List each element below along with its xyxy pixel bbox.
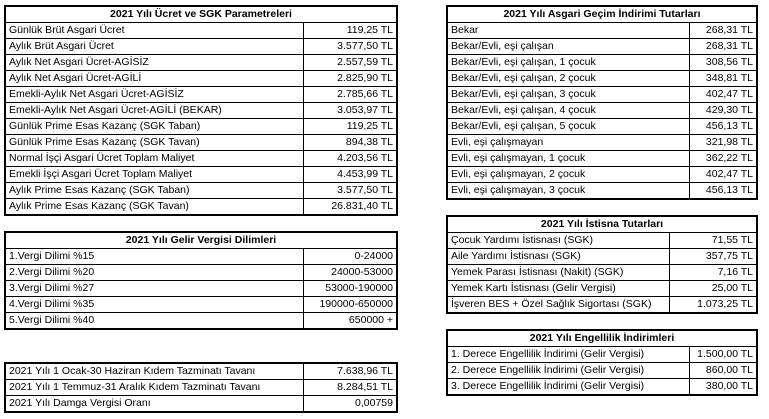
row-value: 190000-650000 (303, 297, 397, 313)
row-value: 71,55 TL (669, 233, 757, 249)
row-label: Yemek Kartı İstisnası (Gelir Vergisi) (447, 281, 669, 297)
row-label: Aile Yardımı İstisnası (SGK) (447, 249, 669, 265)
table-row (5, 249, 397, 265)
row-value: 894,38 TL (303, 135, 397, 151)
row-label: Bekar/Evli, eşi çalışan, 4 çocuk (447, 103, 689, 119)
row-label: 2.Vergi Dilimi %20 (5, 265, 303, 281)
row-label: Bekar/Evli, eşi çalışan, 2 çocuk (447, 71, 689, 87)
agi-table-title: 2021 Yılı Asgari Geçim İndirimi Tutarları (447, 6, 757, 23)
row-label: Günlük Prime Esas Kazanç (SGK Tavan) (5, 135, 303, 151)
row-value: 2.785,66 TL (303, 87, 397, 103)
table-row (447, 55, 757, 71)
table-row (5, 167, 397, 183)
table-row (5, 55, 397, 71)
table-row (5, 297, 397, 313)
table-row (5, 135, 397, 151)
row-label: Aylık Prime Esas Kazanç (SGK Tavan) (5, 199, 303, 216)
disability-deductions-table (446, 329, 758, 396)
table-row (5, 396, 397, 413)
minimum-living-allowance-table (446, 5, 758, 200)
table-row (5, 71, 397, 87)
table-row (5, 380, 397, 396)
row-value: 7,16 TL (669, 265, 757, 281)
table-row (5, 39, 397, 55)
row-value: 119,25 TL (303, 23, 397, 39)
row-value: 53000-190000 (303, 281, 397, 297)
row-value: 402,47 TL (689, 167, 757, 183)
row-label: Günlük Brüt Asgari Ücret (5, 23, 303, 39)
row-value: 0-24000 (303, 249, 397, 265)
table-row (5, 183, 397, 199)
table-row (447, 167, 757, 183)
row-value: 2.825,90 TL (303, 71, 397, 87)
table-row (447, 87, 757, 103)
table-row (447, 233, 757, 249)
row-label: 2021 Yılı Damga Vergisi Oranı (5, 396, 303, 413)
row-label: Emekli-Aylık Net Asgari Ücret-AGİLİ (BEKAR) (5, 103, 303, 119)
row-label: Evli, eşi çalışmayan, 1 çocuk (447, 151, 689, 167)
row-label: Emekli İşçi Asgari Ücret Toplam Maliyet (5, 167, 303, 183)
row-value: 456,13 TL (689, 183, 757, 200)
table-row (447, 379, 757, 396)
table-row (447, 103, 757, 119)
row-label: İşveren BES + Özel Sağlık Sigortası (SGK) (447, 297, 669, 314)
row-label: 5.Vergi Dilimi %40 (5, 313, 303, 330)
row-label: Normal İşçi Asgari Ücret Toplam Maliyet (5, 151, 303, 167)
table-row (5, 151, 397, 167)
sgk-table-title: 2021 Yılı Ücret ve SGK Parametreleri (5, 6, 397, 23)
exemption-table-title: 2021 Yılı İstisna Tutarları (447, 216, 757, 233)
table-row (447, 347, 757, 363)
row-value: 268,31 TL (689, 23, 757, 39)
table-row (447, 363, 757, 379)
row-value: 402,47 TL (689, 87, 757, 103)
row-label: Bekar (447, 23, 689, 39)
row-value: 268,31 TL (689, 39, 757, 55)
table-row (5, 199, 397, 216)
row-value: 3.577,50 TL (303, 183, 397, 199)
row-value: 357,75 TL (669, 249, 757, 265)
table-row (447, 249, 757, 265)
table-row (447, 119, 757, 135)
table-row (5, 87, 397, 103)
income-tax-brackets-table (4, 231, 398, 330)
row-value: 1.073,25 TL (669, 297, 757, 314)
table-row (5, 119, 397, 135)
row-label: Aylık Brüt Asgari Ücret (5, 39, 303, 55)
row-value: 1.500,00 TL (689, 347, 757, 363)
row-value: 2.557,59 TL (303, 55, 397, 71)
row-value: 3.577,50 TL (303, 39, 397, 55)
table-row (447, 23, 757, 39)
table-row (447, 183, 757, 200)
table-row (447, 297, 757, 314)
table-row (447, 265, 757, 281)
table-row (447, 71, 757, 87)
row-label: Bekar/Evli, eşi çalışan, 1 çocuk (447, 55, 689, 71)
row-value: 119,25 TL (303, 119, 397, 135)
row-label: 3. Derece Engellilik İndirimi (Gelir Vergisi) (447, 379, 689, 396)
table-row (5, 363, 397, 380)
table-row (5, 103, 397, 119)
table-row (5, 281, 397, 297)
row-label: 1.Vergi Dilimi %15 (5, 249, 303, 265)
row-label: 3.Vergi Dilimi %27 (5, 281, 303, 297)
row-value: 429,30 TL (689, 103, 757, 119)
row-label: Evli, eşi çalışmayan, 2 çocuk (447, 167, 689, 183)
sgk-parameters-table (4, 5, 398, 216)
row-value: 860,00 TL (689, 363, 757, 379)
row-label: Çocuk Yardımı İstisnası (SGK) (447, 233, 669, 249)
row-label: Aylık Net Asgari Ücret-AGİSİZ (5, 55, 303, 71)
row-value: 8.284,51 TL (303, 380, 397, 396)
row-label: Aylık Prime Esas Kazanç (SGK Taban) (5, 183, 303, 199)
row-label: Günlük Prime Esas Kazanç (SGK Taban) (5, 119, 303, 135)
row-label: Bekar/Evli, eşi çalışan (447, 39, 689, 55)
row-value: 0,00759 (303, 396, 397, 413)
row-value: 456,13 TL (689, 119, 757, 135)
row-label: Bekar/Evli, eşi çalışan, 5 çocuk (447, 119, 689, 135)
row-label: 4.Vergi Dilimi %35 (5, 297, 303, 313)
disability-table-title: 2021 Yılı Engellilik İndirimleri (447, 330, 757, 347)
exemption-amounts-table (446, 215, 758, 314)
row-label: 2021 Yılı 1 Ocak-30 Haziran Kıdem Tazminatı Tavanı (5, 363, 303, 380)
row-value: 26.831,40 TL (303, 199, 397, 216)
row-value: 25,00 TL (669, 281, 757, 297)
row-value: 362,22 TL (689, 151, 757, 167)
table-row (447, 135, 757, 151)
row-value: 348,81 TL (689, 71, 757, 87)
table-row (5, 23, 397, 39)
table-row (5, 313, 397, 330)
income-tax-table-title: 2021 Yılı Gelir Vergisi Dilimleri (5, 232, 397, 249)
row-label: 2. Derece Engellilik İndirimi (Gelir Vergisi) (447, 363, 689, 379)
row-label: Yemek Parası İstisnası (Nakit) (SGK) (447, 265, 669, 281)
row-label: Emekli-Aylık Net Asgari Ücret-AGİSİZ (5, 87, 303, 103)
row-label: 1. Derece Engellilik İndirimi (Gelir Vergisi) (447, 347, 689, 363)
row-value: 4.453,99 TL (303, 167, 397, 183)
row-label: 2021 Yılı 1 Temmuz-31 Aralık Kıdem Tazminatı Tavanı (5, 380, 303, 396)
severance-stamp-table (4, 362, 398, 413)
table-row (447, 281, 757, 297)
row-value: 7.638,96 TL (303, 363, 397, 380)
row-label: Bekar/Evli, eşi çalışan, 3 çocuk (447, 87, 689, 103)
row-label: Evli, eşi çalışmayan, 3 çocuk (447, 183, 689, 200)
row-value: 3.053,97 TL (303, 103, 397, 119)
row-value: 650000 + (303, 313, 397, 330)
row-value: 308,56 TL (689, 55, 757, 71)
row-label: Aylık Net Asgari Ücret-AGİLİ (5, 71, 303, 87)
row-value: 321,98 TL (689, 135, 757, 151)
table-row (447, 39, 757, 55)
row-value: 24000-53000 (303, 265, 397, 281)
row-value: 4.203,56 TL (303, 151, 397, 167)
table-row (447, 151, 757, 167)
table-row (5, 265, 397, 281)
row-value: 380,00 TL (689, 379, 757, 396)
row-label: Evli, eşi çalışmayan (447, 135, 689, 151)
